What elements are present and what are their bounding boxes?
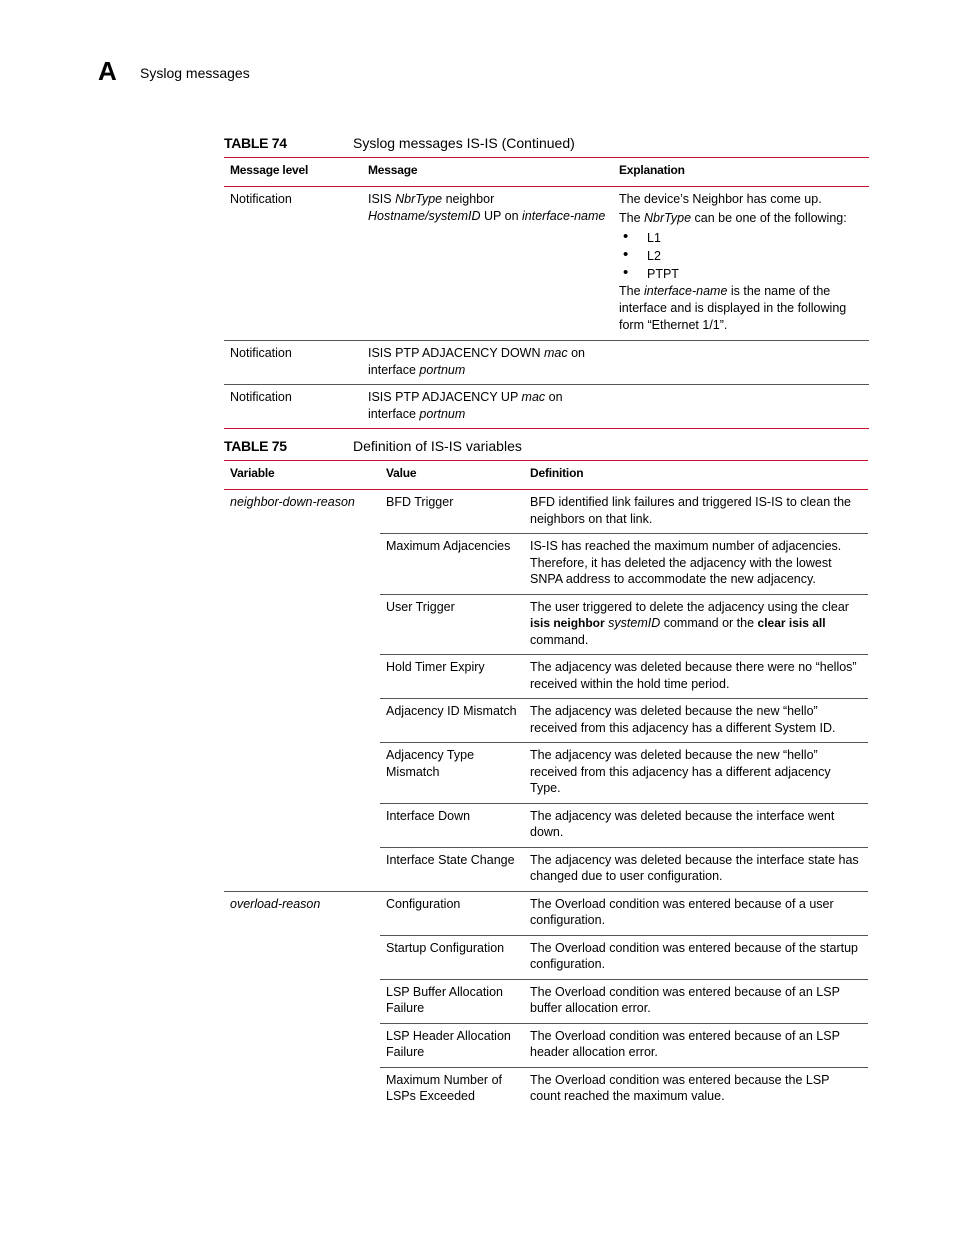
definition-cell: The user triggered to delete the adjacency using the clear isis neighbor systemID command or the clear isis all command. [524, 594, 868, 655]
table-row [224, 341, 869, 385]
definition-cell: The Overload condition was entered because of a user configuration. [524, 891, 868, 935]
table-row [224, 385, 869, 429]
table75-header-variable: Variable [224, 461, 380, 490]
explanation-text: The device’s Neighbor has come up. The NbrType can be one of the following: • L1 • L2 • PTPT The interface-name is the name of the interface and is displayed in the following form “Ethernet 1/1”. [613, 187, 869, 341]
list-item: • L2 [647, 247, 863, 265]
table74-header-message: Message [362, 158, 613, 187]
table74 [224, 157, 869, 429]
chapter-letter: A [98, 56, 117, 86]
list-item: • PTPT [647, 265, 863, 283]
definition-cell: The Overload condition was entered because of the startup configuration. [524, 935, 868, 979]
value-cell: BFD Trigger [380, 490, 524, 534]
value-cell: Maximum Adjacencies [380, 534, 524, 595]
message-text: ISIS PTP ADJACENCY DOWN mac on interface portnum [368, 346, 585, 377]
definition-cell: The Overload condition was entered because of an LSP buffer allocation error. [524, 979, 868, 1023]
value-cell: LSP Header Allocation Failure [380, 1023, 524, 1067]
message-level: Notification [230, 390, 292, 404]
chapter-title: Syslog messages [140, 65, 250, 81]
explanation-text [613, 341, 869, 385]
value-cell: Startup Configuration [380, 935, 524, 979]
value-cell: Configuration [380, 891, 524, 935]
table-row [224, 891, 868, 935]
value-cell: User Trigger [380, 594, 524, 655]
variable-name: neighbor-down-reason [224, 490, 380, 892]
table74-number: TABLE 74 [224, 135, 287, 151]
table-row [224, 187, 869, 341]
table74-header-level: Message level [224, 158, 362, 187]
definition-cell: IS-IS has reached the maximum number of adjacencies. Therefore, it has deleted the adjacency with the lowest SNPA address to accommodate the new adjacency. [524, 534, 868, 595]
nbrtype-list [619, 229, 863, 283]
definition-cell: The adjacency was deleted because the new “hello” received from this adjacency has a different adjacency Type. [524, 743, 868, 804]
value-cell: Interface State Change [380, 847, 524, 891]
value-cell: Adjacency Type Mismatch [380, 743, 524, 804]
definition-cell: The Overload condition was entered because the LSP count reached the maximum value. [530, 1072, 830, 1103]
table74-caption [224, 135, 575, 151]
value-cell: Hold Timer Expiry [380, 655, 524, 699]
table75-number: TABLE 75 [224, 438, 287, 454]
table75-title: Definition of IS-IS variables [353, 438, 522, 454]
definition-cell: The adjacency was deleted because the interface went down. [524, 803, 868, 847]
table75-caption [224, 438, 522, 454]
variable-name: overload-reason [230, 896, 321, 911]
definition-cell: BFD identified link failures and triggered IS-IS to clean the neighbors on that link. [524, 490, 868, 534]
definition-cell: The adjacency was deleted because the interface state has changed due to user configuration. [524, 847, 868, 891]
explanation-text [613, 385, 869, 429]
table75-header-definition: Definition [524, 461, 868, 490]
definition-cell: The adjacency was deleted because the new “hello” received from this adjacency has a different System ID. [524, 699, 868, 743]
table74-title: Syslog messages IS-IS (Continued) [353, 135, 575, 151]
definition-cell: The Overload condition was entered because of an LSP header allocation error. [524, 1023, 868, 1067]
value-cell: LSP Buffer Allocation Failure [380, 979, 524, 1023]
list-item: • L1 [647, 229, 863, 247]
value-cell: Adjacency ID Mismatch [380, 699, 524, 743]
value-cell: Maximum Number of LSPs Exceeded [386, 1072, 502, 1103]
value-cell: Interface Down [380, 803, 524, 847]
table74-header-explanation: Explanation [613, 158, 869, 187]
table75-header-value: Value [380, 461, 524, 490]
message-level: Notification [230, 346, 292, 360]
message-text: ISIS NbrType neighbor Hostname/systemID UP on interface-name [368, 192, 606, 223]
table-row [224, 490, 868, 534]
message-text: ISIS PTP ADJACENCY UP mac on interface portnum [368, 390, 563, 421]
definition-cell: The adjacency was deleted because there were no “hellos” received within the hold time period. [524, 655, 868, 699]
message-level: Notification [230, 192, 292, 206]
table75 [224, 460, 868, 1111]
